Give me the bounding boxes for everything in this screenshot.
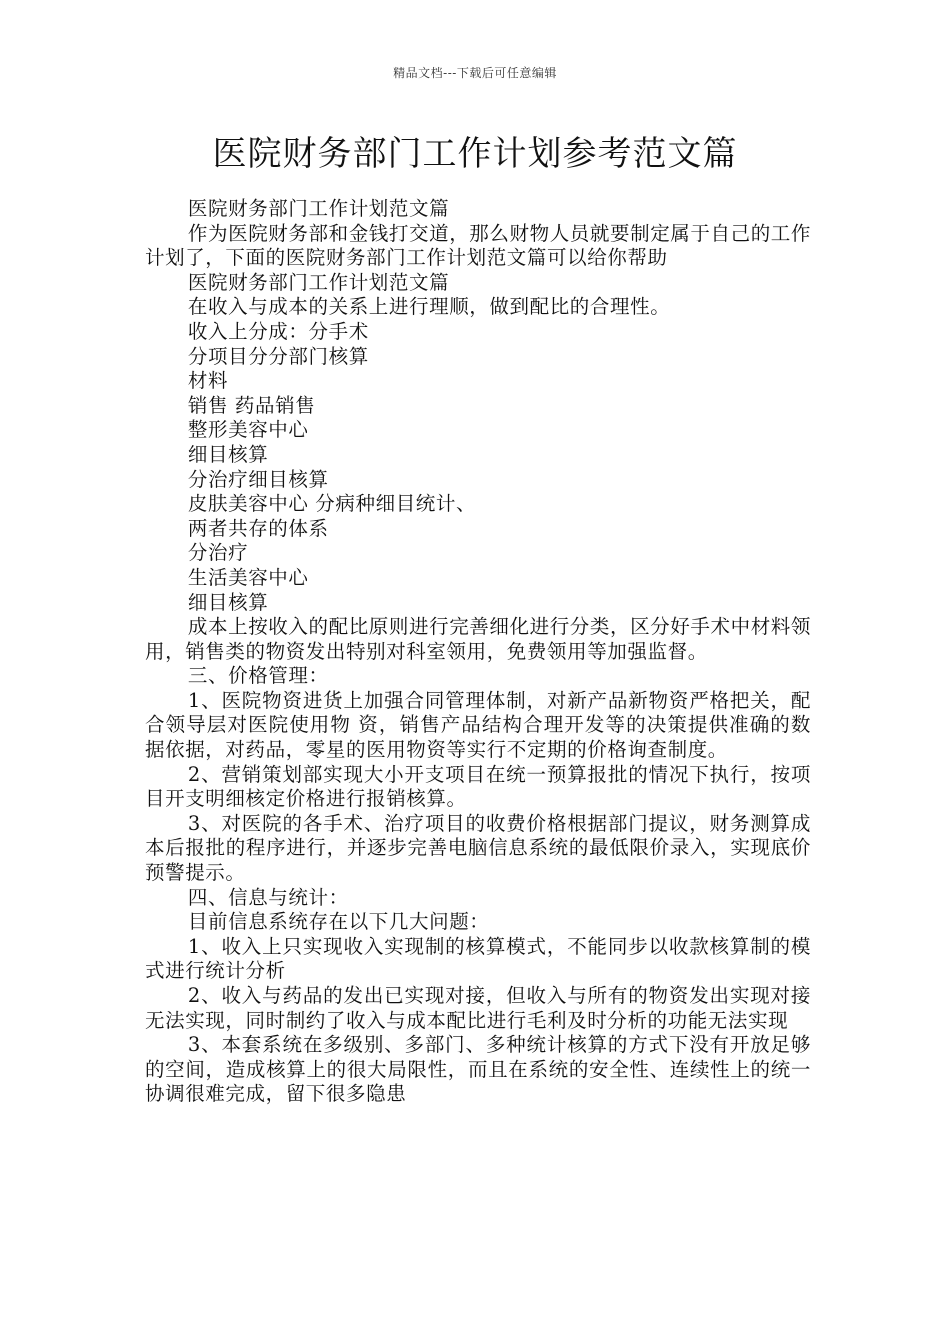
paragraph: 医院财务部门工作计划范文篇 xyxy=(187,197,450,220)
paragraph: 1、收入上只实现收入实现制的核算模式，不能同步以收款核算制的模式进行统计分析 xyxy=(145,934,811,983)
paragraph: 分治疗细目核算 xyxy=(187,467,329,491)
paragraph: 细目核算 xyxy=(187,590,269,614)
paragraph: 销售 药品销售 xyxy=(187,393,316,417)
page-title: 医院财务部门工作计划参考范文篇 xyxy=(212,134,738,174)
paragraph: 3、对医院的各手术、治疗项目的收费价格根据部门提议，财务测算成本后报批的程序进行，并逐步完善电脑信息系统的最低限价录入，实现底价预警提示。 xyxy=(145,811,811,885)
paragraph: 成本上按收入的配比原则进行完善细化进行分类，区分好手术中材料领用，销售类的物资发出特别对科室领用，免费领用等加强监督。 xyxy=(145,615,811,663)
paragraph: 分治疗 xyxy=(187,541,249,565)
paragraph: 整形美容中心 xyxy=(187,418,309,442)
paragraph: 生活美容中心 xyxy=(187,565,309,589)
document-body xyxy=(145,197,811,1107)
paragraph: 1、医院物资进货上加强合同管理体制，对新产品新物资严格把关，配合领导层对医院使用物 资，销售产品结构合理开发等的决策提供准确的数据依据，对药品，零星的医用物资等实行不定期的价格询查制度。 xyxy=(145,688,811,762)
paragraph: 收入上分成：分手术 xyxy=(187,319,369,343)
paragraph: 两者共存的体系 xyxy=(187,516,329,540)
paragraph: 3、本套系统在多级别、多部门、多种统计核算的方式下没有开放足够的空间，造成核算上的很大局限性，而且在系统的安全性、连续性上的统一协调很难完成，留下很多隐患 xyxy=(145,1033,811,1106)
paragraph: 细目核算 xyxy=(187,442,269,466)
paragraph: 医院财务部门工作计划范文篇 xyxy=(187,270,450,294)
paragraph: 目前信息系统存在以下几大问题： xyxy=(187,910,490,934)
paragraph: 2、营销策划部实现大小开支项目在统一预算报批的情况下执行，按项目开支明细核定价格进行报销核算。 xyxy=(145,762,811,811)
section-heading: 四、信息与统计： xyxy=(187,885,349,909)
paragraph: 材料 xyxy=(187,369,229,393)
paragraph: 皮肤美容中心 分病种细目统计、 xyxy=(187,492,477,516)
paragraph: 2、收入与药品的发出已实现对接，但收入与所有的物资发出实现对接无法实现，同时制约了收入与成本配比进行毛利及时分析的功能无法实现 xyxy=(145,984,811,1032)
paragraph: 分项目分分部门核算 xyxy=(187,344,369,368)
section-heading: 三、价格管理： xyxy=(187,664,329,688)
header-note: 精品文档---下载后可任意编辑 xyxy=(393,66,557,80)
paragraph: 在收入与成本的关系上进行理顺，做到配比的合理性。 xyxy=(187,295,671,319)
paragraph: 作为医院财务部和金钱打交道，那么财物人员就要制定属于自己的工作计划了，下面的医院财务部门工作计划范文篇可以给你帮助 xyxy=(145,221,811,270)
